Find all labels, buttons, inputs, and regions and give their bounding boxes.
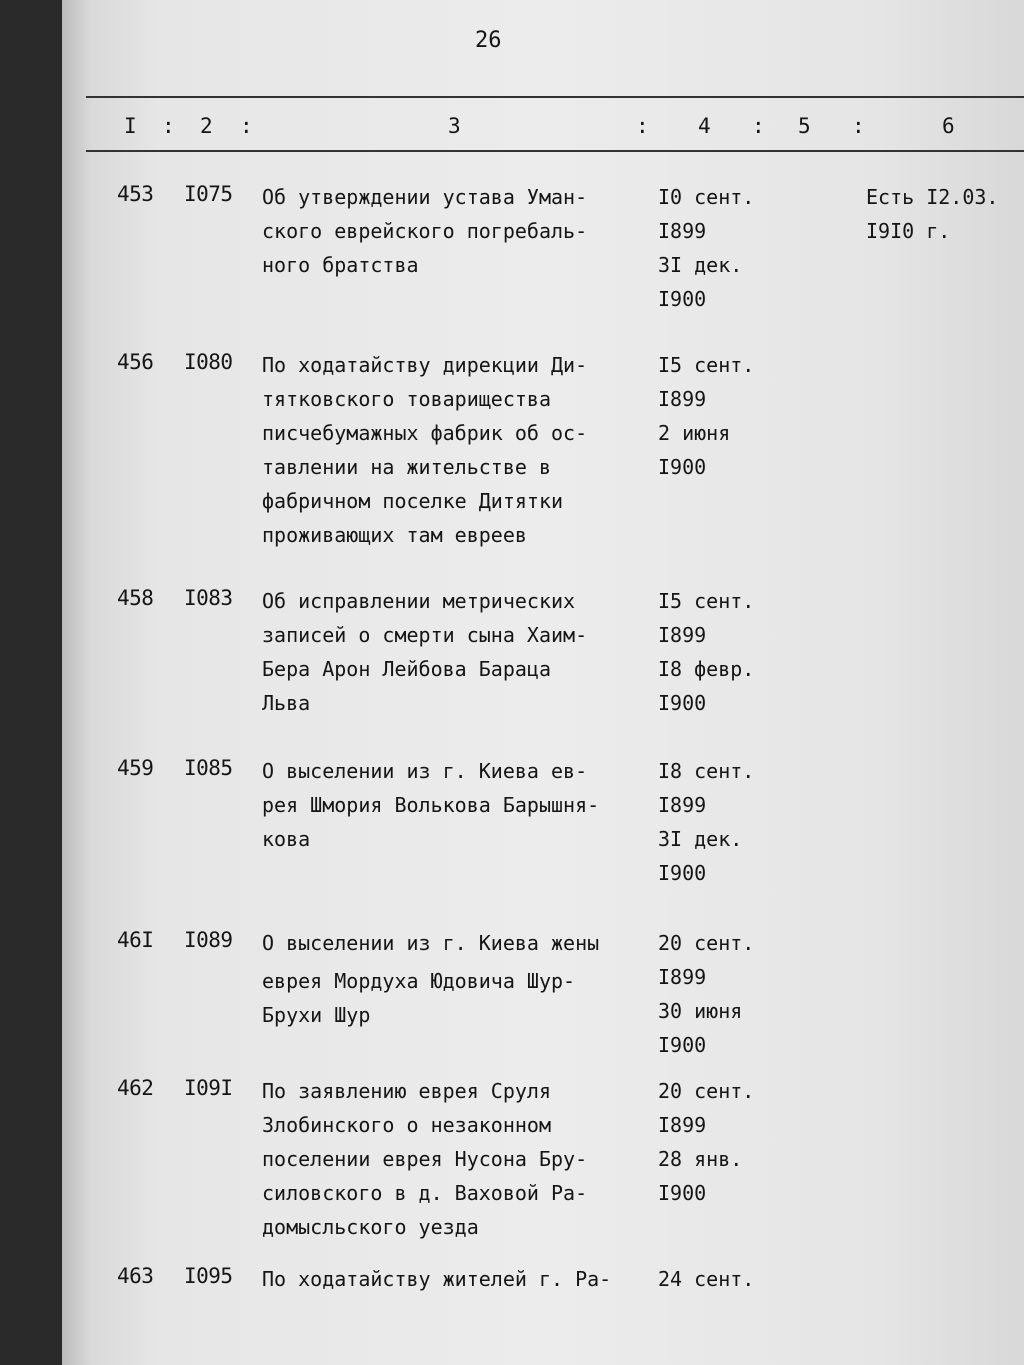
- file-number: I089: [184, 928, 233, 952]
- record-dates: [658, 756, 788, 892]
- header-sep: :: [162, 114, 175, 138]
- header-rule-bottom: [86, 150, 1024, 152]
- date-line: I899: [658, 965, 707, 989]
- date-line: I899: [658, 387, 707, 411]
- record-number: 462: [117, 1076, 154, 1100]
- record-title: [262, 756, 642, 858]
- record-title: [262, 586, 642, 722]
- record-dates: [658, 350, 788, 486]
- date-line: I900: [658, 691, 707, 715]
- file-number: I095: [184, 1264, 233, 1288]
- title-line: Брухи Шур: [262, 1003, 371, 1027]
- date-line: I899: [658, 793, 707, 817]
- record-note: [866, 182, 1016, 250]
- title-line: О выселении из г. Киева жены: [262, 931, 600, 955]
- title-line: тавлении на жительстве в: [262, 455, 551, 479]
- date-line: I900: [658, 455, 707, 479]
- record-number: 456: [117, 350, 154, 374]
- page-number: 26: [475, 28, 502, 53]
- title-line: ного братства: [262, 253, 419, 277]
- title-line: Злобинского о незаконном: [262, 1113, 551, 1137]
- date-line: 28 янв.: [658, 1147, 743, 1171]
- date-line: I899: [658, 1113, 707, 1137]
- date-line: I8 февр.: [658, 657, 755, 681]
- title-line: Льва: [262, 691, 311, 715]
- document-page: [62, 0, 1024, 1365]
- title-line: По ходатайству дирекции Ди-: [262, 353, 588, 377]
- header-sep: :: [752, 114, 765, 138]
- header-col-6: 6: [942, 114, 955, 138]
- header-col-5: 5: [798, 114, 811, 138]
- date-line: 20 сент.: [658, 931, 755, 955]
- date-line: I899: [658, 623, 707, 647]
- file-number: I080: [184, 350, 233, 374]
- date-line: 30 июня: [658, 999, 743, 1023]
- title-line: По заявлению еврея Сруля: [262, 1079, 551, 1103]
- date-line: 3I дек.: [658, 253, 743, 277]
- date-line: I900: [658, 1033, 707, 1057]
- header-col-4: 4: [698, 114, 711, 138]
- record-title: [262, 182, 642, 284]
- title-line: Бера Арон Лейбова Бараца: [262, 657, 551, 681]
- header-rule-top: [86, 96, 1024, 98]
- date-line: I900: [658, 1181, 707, 1205]
- file-number: I09I: [184, 1076, 233, 1100]
- date-line: I8 сент.: [658, 759, 755, 783]
- record-number: 459: [117, 756, 154, 780]
- date-line: I900: [658, 861, 707, 885]
- title-line: О выселении из г. Киева ев-: [262, 759, 588, 783]
- date-line: 24 сент.: [658, 1267, 755, 1291]
- title-line: еврея Мордуха Юдовича Шур-: [262, 969, 576, 993]
- date-line: 3I дек.: [658, 827, 743, 851]
- date-line: 2 июня: [658, 421, 731, 445]
- title-line: фабричном поселке Дитятки: [262, 489, 564, 513]
- title-line: ского еврейского погребаль-: [262, 219, 588, 243]
- title-line: По ходатайству жителей г. Ра-: [262, 1267, 612, 1291]
- title-line: писчебумажных фабрик об ос-: [262, 421, 588, 445]
- header-col-1: I: [124, 114, 137, 138]
- record-title: [262, 1076, 642, 1246]
- record-dates: [658, 1264, 788, 1298]
- title-line: кова: [262, 827, 311, 851]
- record-title: [262, 1264, 642, 1298]
- title-line: поселении еврея Нусона Бру-: [262, 1147, 588, 1171]
- file-number: I085: [184, 756, 233, 780]
- title-line: Об исправлении метрических: [262, 589, 576, 613]
- header-col-3: 3: [448, 114, 461, 138]
- title-line: домысльского уезда: [262, 1215, 479, 1239]
- header-col-2: 2: [200, 114, 213, 138]
- title-line: записей о смерти сына Хаим-: [262, 623, 588, 647]
- record-number: 453: [117, 182, 154, 206]
- record-dates: [658, 928, 788, 1064]
- date-line: I0 сент.: [658, 185, 755, 209]
- date-line: I5 сент.: [658, 589, 755, 613]
- record-number: 458: [117, 586, 154, 610]
- note-line: I9I0 г.: [866, 219, 951, 243]
- file-number: I075: [184, 182, 233, 206]
- record-number: 463: [117, 1264, 154, 1288]
- header-sep: :: [636, 114, 649, 138]
- date-line: 20 сент.: [658, 1079, 755, 1103]
- header-sep: :: [240, 114, 253, 138]
- title-line: рея Шмория Волькова Барышня-: [262, 793, 600, 817]
- record-number: 46I: [117, 928, 154, 952]
- title-line: Об утверждении устава Уман-: [262, 185, 588, 209]
- file-number: I083: [184, 586, 233, 610]
- record-dates: [658, 586, 788, 722]
- record-title: [262, 350, 642, 554]
- date-line: I899: [658, 219, 707, 243]
- date-line: I5 сент.: [658, 353, 755, 377]
- record-title: [262, 928, 642, 1034]
- header-sep: :: [852, 114, 865, 138]
- title-line: тятковского товарищества: [262, 387, 551, 411]
- title-line: проживающих там евреев: [262, 523, 527, 547]
- date-line: I900: [658, 287, 707, 311]
- record-dates: [658, 1076, 788, 1212]
- record-dates: [658, 182, 788, 318]
- title-line: силовского в д. Ваховой Ра-: [262, 1181, 588, 1205]
- note-line: Есть I2.03.: [866, 185, 999, 209]
